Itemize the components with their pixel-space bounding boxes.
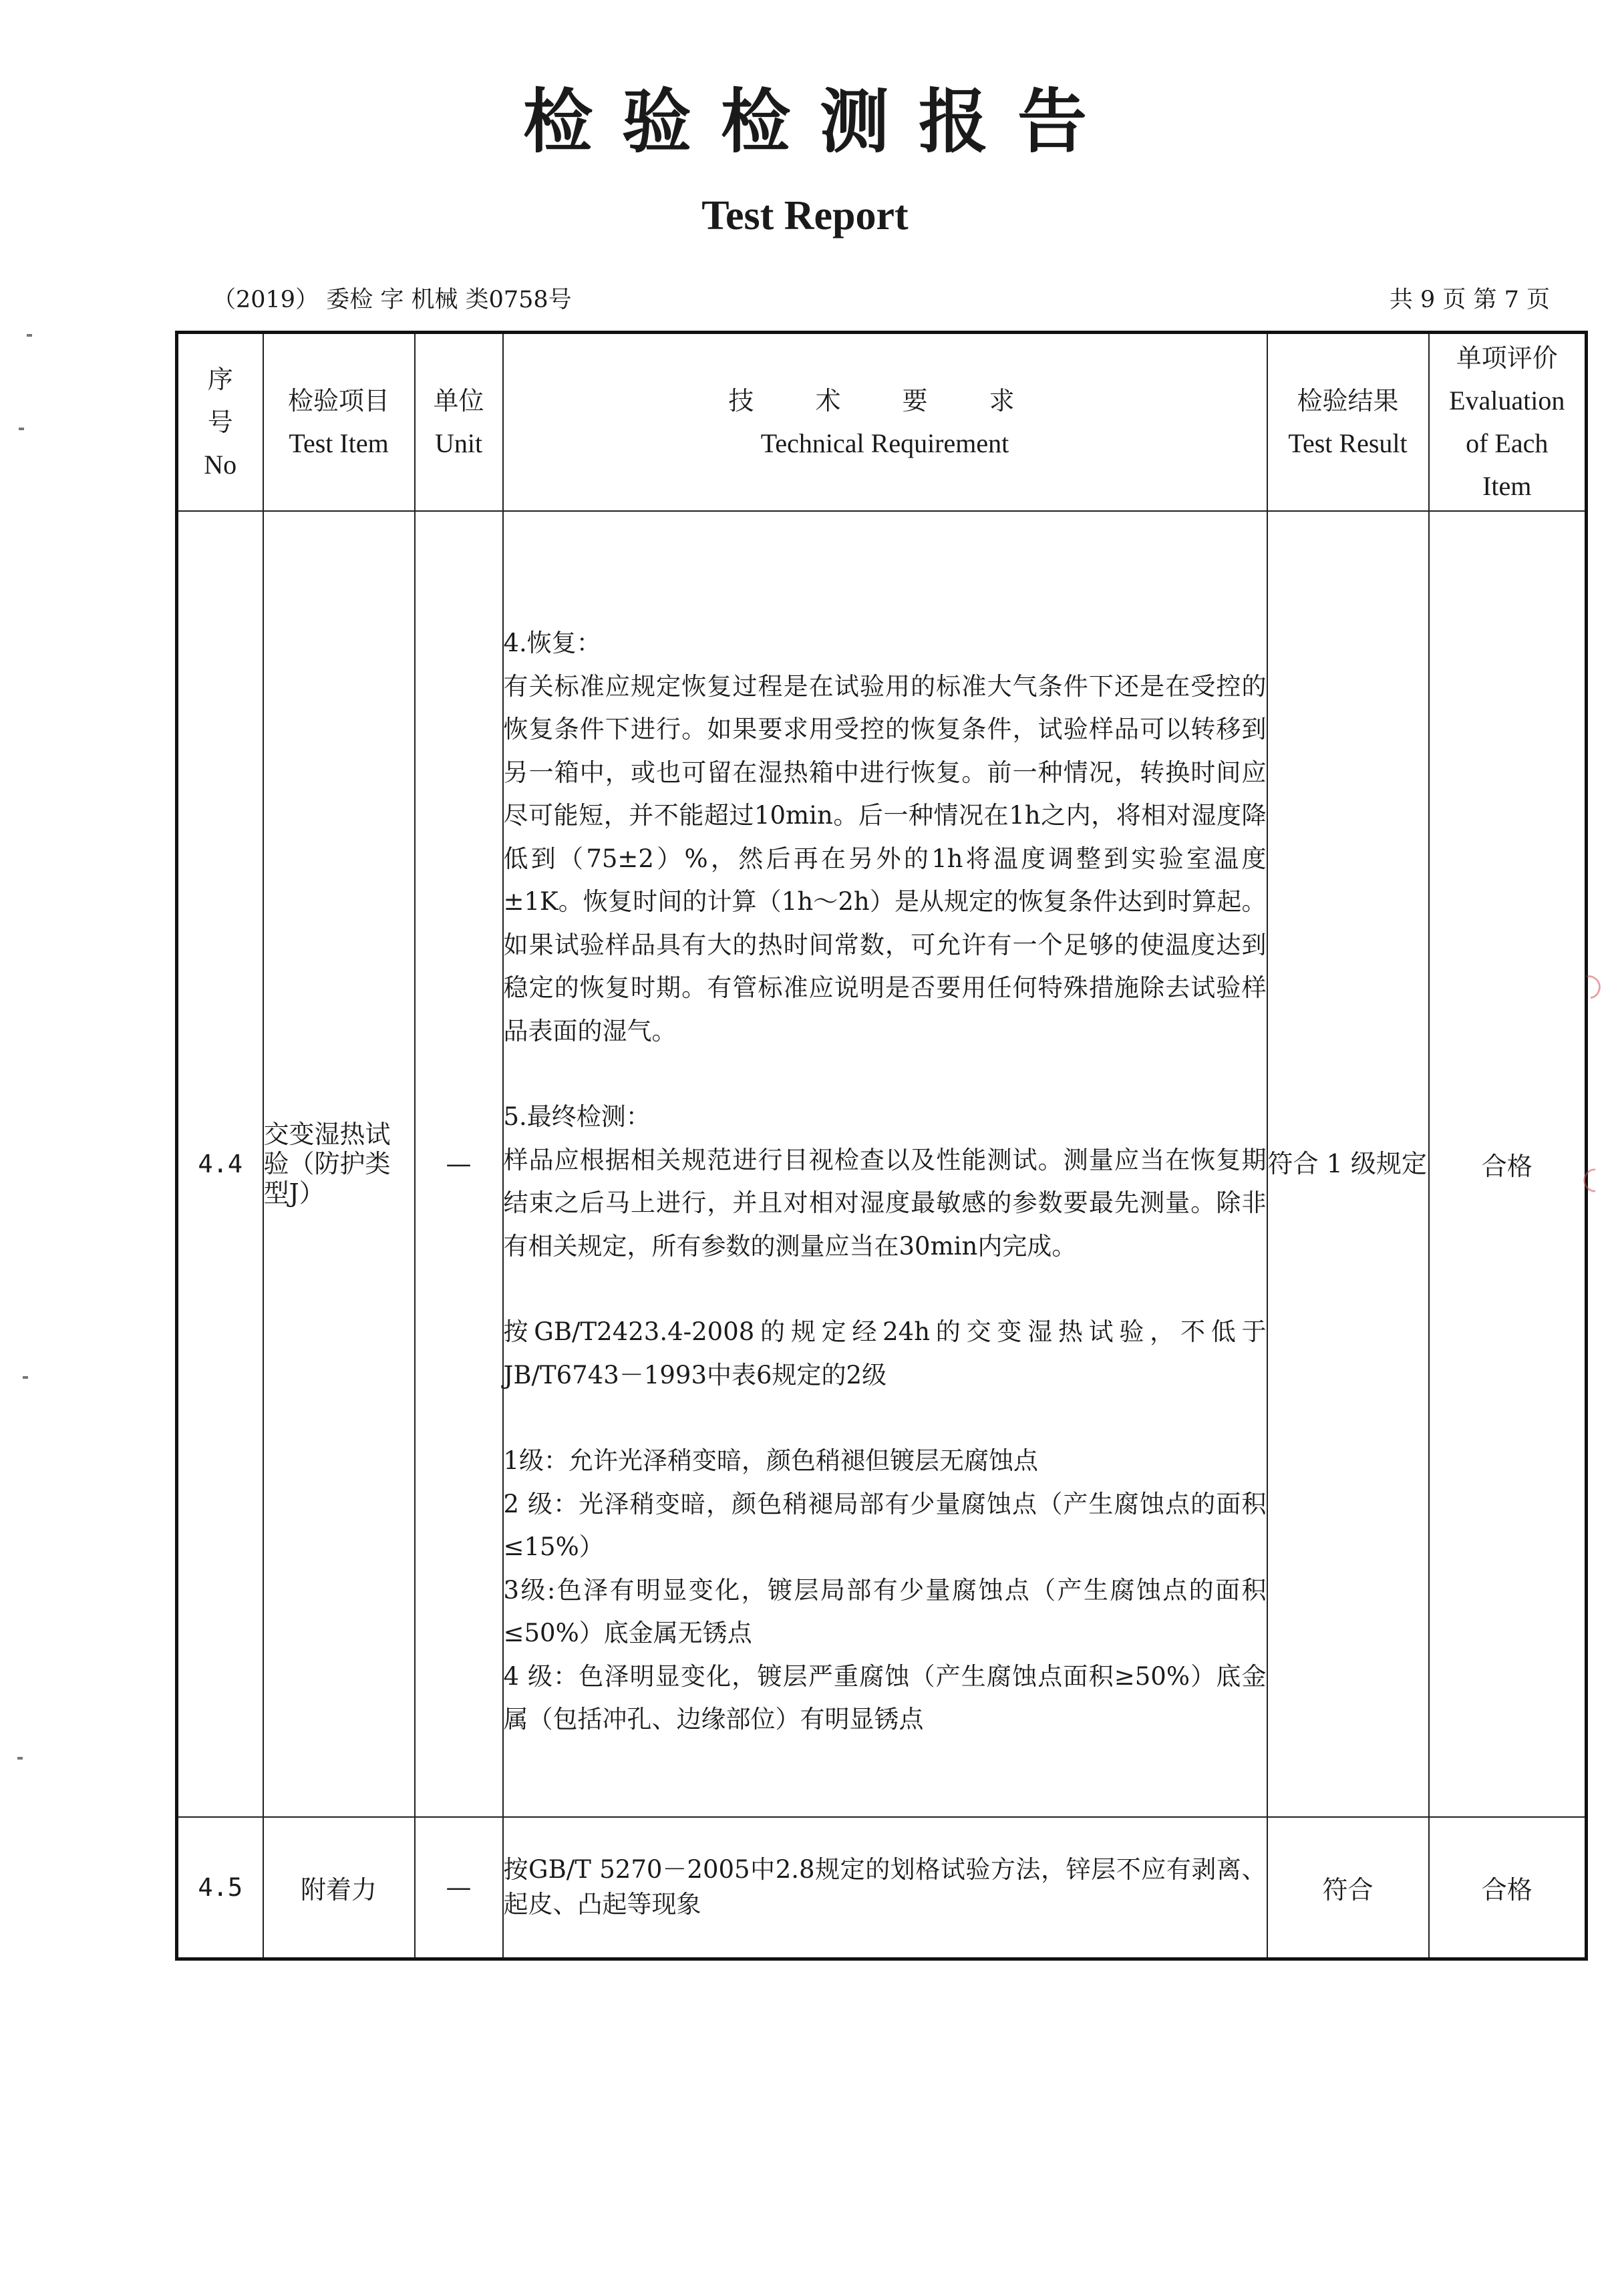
row-no: 4.4 <box>177 511 263 1817</box>
row-test-result: 符合 1 级规定 <box>1267 511 1429 1817</box>
report-subtitle: Test Report <box>701 193 909 238</box>
report-number: （2019） 委检 字 机械 类0758号 <box>212 287 572 313</box>
final-test-text: 样品应根据相关规范进行目视检查以及性能测试。测量应当在恢复期结束之后马上进行，并且对相对湿度最敏感的参数要最先测量。除非有相关规定，所有参数的测量应当在30min内完成。 <box>503 1145 1267 1261</box>
grade-3: 3级:色泽有明显变化，镀层局部有少量腐蚀点（产生腐蚀点的面积≤50%）底金属无锈点 <box>503 1575 1267 1648</box>
header-row <box>177 333 1587 511</box>
header-unit: 单位 Unit <box>415 333 503 511</box>
row-unit: — <box>415 1817 503 1959</box>
row-evaluation: 合格 <box>1429 511 1587 1817</box>
recovery-text: 有关标准应规定恢复过程是在试验用的标准大气条件下还是在受控的恢复条件下进行。如果要求用受控的恢复条件，试验样品可以转移到另一箱中，或也可留在湿热箱中进行恢复。前一种情况，转换时间应尽可能短，并不能超过10min。后一种情况在1h之内，将相对湿度降低到（75±2）%，然后再在另外的1h将温度调整到实验室温度±1K。恢复时间的计算（1h～2h）是从规定的恢复条件达到时算起。如果试验样品具有大的热时间常数，可允许有一个足够的使温度达到稳定的恢复时期。有管标准应说明是否要用任何特殊措施除去试验样品表面的湿气。 <box>503 671 1267 1045</box>
grade-1: 1级：允许光泽稍变暗，颜色稍褪但镀层无腐蚀点 <box>503 1446 1039 1476</box>
report-title: 检验检测报告 <box>522 80 1116 162</box>
grade-4: 4 级：色泽明显变化，镀层严重腐蚀（产生腐蚀点面积≥50%）底金属（包括冲孔、边缘部位）有明显锈点 <box>503 1661 1267 1734</box>
page-info: 共 9 页 第 7 页 <box>1389 287 1550 313</box>
header-test-result: 检验结果 Test Result <box>1267 333 1429 511</box>
row-no: 4.5 <box>177 1817 263 1959</box>
recovery-title: 4.恢复： <box>503 629 601 658</box>
scan-speck <box>17 1757 23 1760</box>
row-test-item: 交变湿热试验（防护类型J） <box>263 511 415 1817</box>
row-test-result: 符合 <box>1267 1817 1429 1959</box>
row-technical-requirement <box>503 511 1267 1817</box>
table-row <box>177 1817 1587 1959</box>
row-technical-requirement: 按GB/T 5270－2005中2.8规定的划格试验方法，锌层不应有剥离、起皮、凸起等现象 <box>503 1817 1267 1959</box>
row-evaluation: 合格 <box>1429 1817 1587 1959</box>
test-report-table <box>175 331 1588 1961</box>
seal-fragment: ◠ <box>1571 970 1612 1003</box>
grade-2: 2 级：光泽稍变暗，颜色稍褪局部有少量腐蚀点（产生腐蚀点的面积≤15%） <box>503 1489 1267 1562</box>
table-row <box>177 511 1587 1817</box>
header-no: 序 号 No <box>177 333 263 511</box>
scan-speck <box>27 334 32 337</box>
scan-speck <box>23 1376 28 1379</box>
row-test-item: 附着力 <box>263 1817 415 1959</box>
scan-speck <box>19 428 24 430</box>
header-evaluation: 单项评价 Evaluation of Each Item <box>1429 333 1587 511</box>
header-test-item: 检验项目 Test Item <box>263 333 415 511</box>
standard-text: 按GB/T2423.4-2008的规定经24h的交变湿热试验，不低于JB/T6743－1993中表6规定的2级 <box>503 1317 1267 1389</box>
final-test-title: 5.最终检测： <box>503 1102 651 1132</box>
row-unit: — <box>415 511 503 1817</box>
seal-fragment: ◡ <box>1580 1166 1616 1194</box>
header-technical-requirement: 技 术 要 求 Technical Requirement <box>503 333 1267 511</box>
